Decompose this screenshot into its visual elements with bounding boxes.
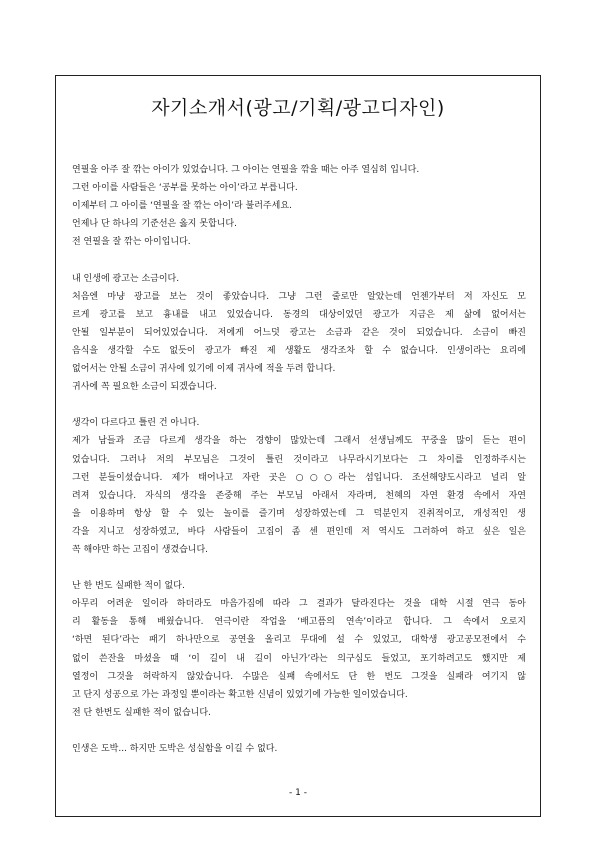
page-number: - 1 - <box>289 788 307 798</box>
paragraph-different-thinking <box>72 414 526 559</box>
document-body <box>72 161 526 776</box>
text-line: 르게 광고를 보고 흉내를 내고 있었습니다. 동경의 대상이었던 광고가 지금은 제 삶에 없어서는 <box>72 309 526 320</box>
section-heading: 난 한 번도 실패한 적이 없다. <box>72 581 185 592</box>
text-line: 그런 아이를 사람들은 ‘공부를 못하는 아이’라고 부릅니다. <box>72 183 298 194</box>
section-heading: 내 인생에 광고는 소금이다. <box>72 273 180 284</box>
text-line: 전 연필을 잘 깎는 아이입니다. <box>72 237 191 248</box>
paragraph-never-failed <box>72 577 526 722</box>
text-line: ‘하면 된다’라는 패기 하나만으로 공연을 올리고 무대에 설 수 있었고, 대학생 광고공모전에서 수 <box>72 635 526 646</box>
text-line: 귀사에 꼭 필요한 소금이 되겠습니다. <box>72 382 217 393</box>
text-line: 언제나 단 하나의 기준선은 옳지 못합니다. <box>72 219 237 230</box>
text-line: 리 활동을 통해 배웠습니다. 연극이란 작업을 ‘배고픔의 연속’이라고 합니다. 그 속에서 오로지 <box>72 617 526 628</box>
text-line: 없어서는 안될 소금이 귀사에 있기에 이제 귀사에 적을 두려 합니다. <box>72 364 336 375</box>
text-line: 연필을 아주 잘 깎는 아이가 있었습니다. 그 아이는 연필을 깎을 때는 아주 열심히 입니다. <box>72 165 420 175</box>
text-line: 꼭 해야만 하는 고집이 생겼습니다. <box>72 544 209 555</box>
section-heading: 생각이 다르다고 틀린 건 아니다. <box>72 418 200 429</box>
text-line: 이제부터 그 아이를 ‘연필을 잘 깎는 아이’라 불러주세요. <box>72 201 292 212</box>
section-heading: 인생은 도박... 하지만 도박은 성실함을 이길 수 없다. <box>72 744 278 754</box>
text-line: 그런 분들이셨습니다. 제가 태어나고 자란 곳은 ○○○라는 섬입니다. 조선해양도시라고 널리 알 <box>72 472 526 483</box>
text-line: 제가 남들과 조금 다르게 생각을 하는 경향이 많았는데 그래서 선생님께도 꾸중을 많이 듣는 편이 <box>72 436 526 447</box>
text-line: 고 단지 성공으로 가는 과정일 뿐이라는 확고한 신념이 있었기에 가능한 일이었습니다. <box>72 689 408 700</box>
text-line: 각을 지니고 성장하였고, 바다 사람들이 고집이 좀 센 편인데 저 역시도 그러하여 하고 싶은 일은 <box>72 526 526 537</box>
paragraph-gamble <box>72 740 526 758</box>
text-line: 아무리 어려운 일이라 하더라도 마음가짐에 따라 그 결과가 달라진다는 것을 대학 시절 연극 동아 <box>72 599 526 610</box>
text-line: 없이 쓴잔을 마셨을 때 ‘이 길이 내 길이 아닌가’라는 의구심도 들었고, 포기하려고도 했지만 제 <box>72 653 526 664</box>
text-line: 열정이 그것을 허락하지 않았습니다. 수많은 실패 속에서도 단 한 번도 그것을 실패라 여기지 않 <box>72 671 526 682</box>
text-line: 전 단 한번도 실패한 적이 없습니다. <box>72 707 211 718</box>
text-line: 었습니다. 그러나 저의 부모님은 그것이 틀린 것이라고 나무라시기보다는 그 차이를 인정하주시는 <box>72 454 526 465</box>
text-line: 안될 일부분이 되어있었습니다. 저에게 어느덧 광고는 소금과 같은 것이 되었습니다. 소금이 빠진 <box>72 327 526 338</box>
text-line: 을 이용하며 항상 할 수 있는 놀이를 즐기며 성장하였는데 그 덕분인지 진취적이고, 개성적인 생 <box>72 508 526 519</box>
paragraph-intro <box>72 161 526 251</box>
text-line: 려져 있습니다. 자식의 생각을 존중해 주는 부모님 아래서 자라며, 천혜의 자연 환경 속에서 자연 <box>72 490 526 501</box>
document-title: 자기소개서(광고/기획/광고디자인) <box>151 97 445 119</box>
paragraph-salt <box>72 270 526 397</box>
text-line: 음식을 생각할 수도 없듯이 광고가 빠진 제 생활도 생각조차 할 수 없습니다. 인생이라는 요리에 <box>72 345 526 356</box>
text-line: 처음엔 마냥 광고를 보는 것이 좋았습니다. 그냥 그런 줄로만 알았는데 언젠가부터 저 자신도 모 <box>72 291 526 302</box>
